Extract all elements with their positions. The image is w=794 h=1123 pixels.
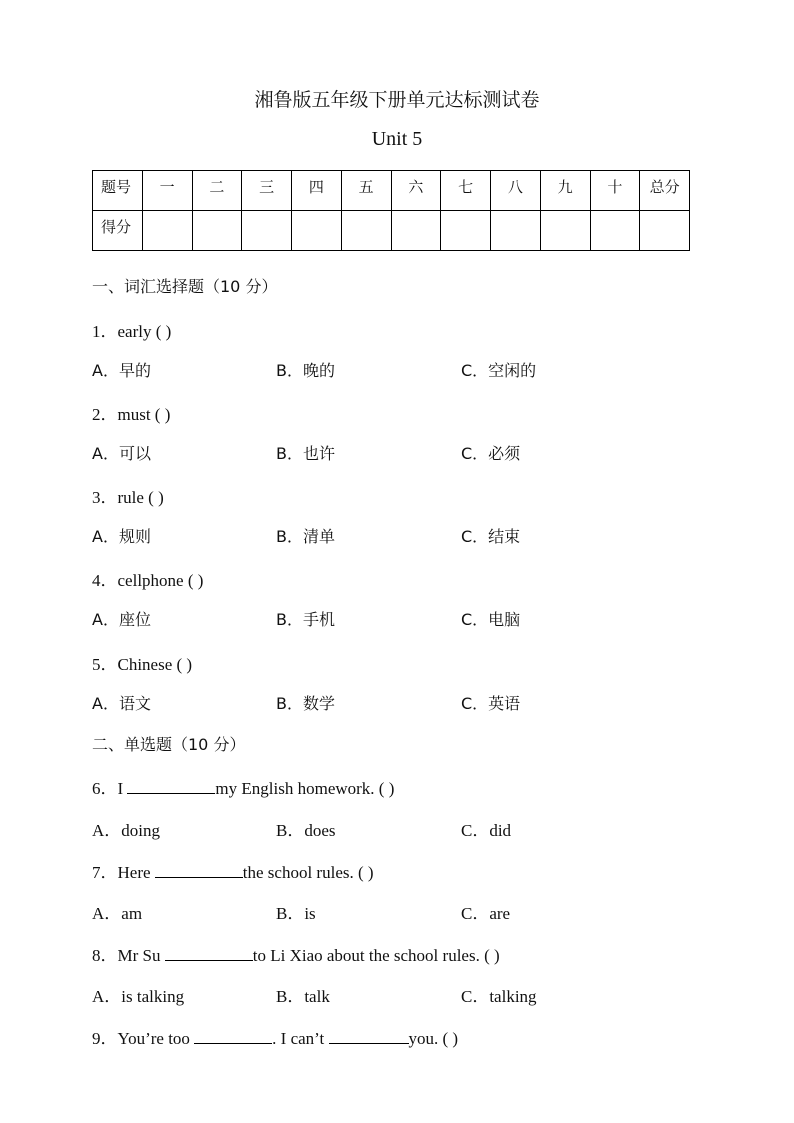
score-cell[interactable] — [391, 211, 441, 251]
stem-text: my English homework. ( ) — [215, 779, 395, 798]
option-c[interactable]: C．are — [461, 904, 511, 923]
option-a[interactable] — [92, 691, 151, 714]
option-label: A．早的 — [92, 361, 151, 380]
table-cell: 二 — [192, 171, 242, 211]
stem-text: 7．Here — [92, 863, 155, 882]
table-cell: 一 — [142, 171, 192, 211]
stem-text: the school rules. ( ) — [242, 863, 374, 882]
section-heading-vocabulary: 一、词汇选择题（10 分） — [92, 277, 278, 296]
option-a[interactable]: A．is talking — [92, 987, 185, 1006]
table-cell: 五 — [341, 171, 391, 211]
option-b[interactable]: B．does — [276, 821, 336, 840]
option-label: A．可以 — [92, 444, 151, 463]
table-cell: 得分 — [93, 211, 143, 251]
table-cell: 十 — [590, 171, 640, 211]
option-a[interactable] — [92, 441, 151, 464]
question-stem — [92, 774, 394, 799]
option-b[interactable] — [276, 441, 335, 464]
option-label: B．也许 — [276, 444, 335, 463]
question-stem: 3．rule ( ) — [92, 488, 164, 507]
option-label: B．手机 — [276, 610, 335, 629]
option-label: C．电脑 — [461, 610, 521, 629]
score-table-header-row — [93, 171, 690, 211]
option-label: A．座位 — [92, 610, 151, 629]
option-c[interactable] — [461, 524, 520, 547]
option-b[interactable] — [276, 691, 335, 714]
score-cell[interactable] — [192, 211, 242, 251]
table-cell: 九 — [540, 171, 590, 211]
table-cell: 七 — [441, 171, 491, 211]
score-table — [92, 170, 690, 251]
option-b[interactable]: B．talk — [276, 987, 330, 1006]
score-cell[interactable] — [341, 211, 391, 251]
score-cell[interactable] — [242, 211, 292, 251]
option-label: C．空闲的 — [461, 361, 537, 380]
answer-blank[interactable] — [194, 1029, 272, 1044]
option-c[interactable]: C．talking — [461, 987, 537, 1006]
stem-text: . I can’t — [272, 1029, 329, 1048]
question-stem: 4．cellphone ( ) — [92, 571, 204, 590]
section-heading-single-choice: 二、单选题（10 分） — [92, 735, 246, 754]
option-label: C．结束 — [461, 527, 521, 546]
answer-blank[interactable] — [155, 863, 243, 878]
option-label: C．必须 — [461, 444, 521, 463]
question-stem — [92, 858, 374, 883]
stem-text: 6．I — [92, 779, 128, 798]
score-table-score-row — [93, 211, 690, 251]
option-c[interactable]: C．did — [461, 821, 512, 840]
answer-blank[interactable] — [127, 779, 215, 794]
option-b[interactable] — [276, 607, 335, 630]
option-c[interactable] — [461, 358, 536, 381]
stem-text: to Li Xiao about the school rules. ( ) — [252, 946, 500, 965]
stem-text: 8．Mr Su — [92, 946, 165, 965]
option-a[interactable] — [92, 358, 151, 381]
option-a[interactable] — [92, 524, 151, 547]
question-stem: 2．must ( ) — [92, 405, 171, 424]
option-a[interactable]: A．doing — [92, 821, 160, 840]
option-b[interactable] — [276, 524, 335, 547]
answer-blank[interactable] — [329, 1029, 409, 1044]
table-cell: 总分 — [640, 171, 690, 211]
stem-text: you. ( ) — [408, 1029, 459, 1048]
option-a[interactable] — [92, 607, 151, 630]
answer-blank[interactable] — [165, 946, 253, 961]
table-cell: 八 — [491, 171, 541, 211]
option-label: A．语文 — [92, 694, 151, 713]
score-cell[interactable] — [142, 211, 192, 251]
question-stem: 5．Chinese ( ) — [92, 655, 193, 674]
option-b[interactable] — [276, 358, 335, 381]
score-cell[interactable] — [292, 211, 342, 251]
option-label: B．清单 — [276, 527, 335, 546]
option-a[interactable]: A．am — [92, 904, 143, 923]
score-cell[interactable] — [590, 211, 640, 251]
option-c[interactable] — [461, 691, 520, 714]
question-stem — [92, 941, 500, 966]
page-title: 湘鲁版五年级下册单元达标测试卷 — [254, 89, 540, 111]
question-stem — [92, 1024, 458, 1049]
score-cell[interactable] — [441, 211, 491, 251]
option-label: B．晚的 — [276, 361, 335, 380]
table-cell: 题号 — [93, 171, 143, 211]
option-b[interactable]: B．is — [276, 904, 316, 923]
score-cell[interactable] — [640, 211, 690, 251]
score-cell[interactable] — [491, 211, 541, 251]
unit-subtitle: Unit 5 — [371, 128, 423, 150]
stem-text: 9．You’re too — [92, 1029, 195, 1048]
option-c[interactable] — [461, 441, 520, 464]
option-label: B．数学 — [276, 694, 335, 713]
table-cell: 三 — [242, 171, 292, 211]
table-cell: 六 — [391, 171, 441, 211]
option-label: A．规则 — [92, 527, 151, 546]
score-cell[interactable] — [540, 211, 590, 251]
table-cell: 四 — [292, 171, 342, 211]
option-c[interactable] — [461, 607, 520, 630]
option-label: C．英语 — [461, 694, 521, 713]
question-stem: 1．early ( ) — [92, 322, 172, 341]
